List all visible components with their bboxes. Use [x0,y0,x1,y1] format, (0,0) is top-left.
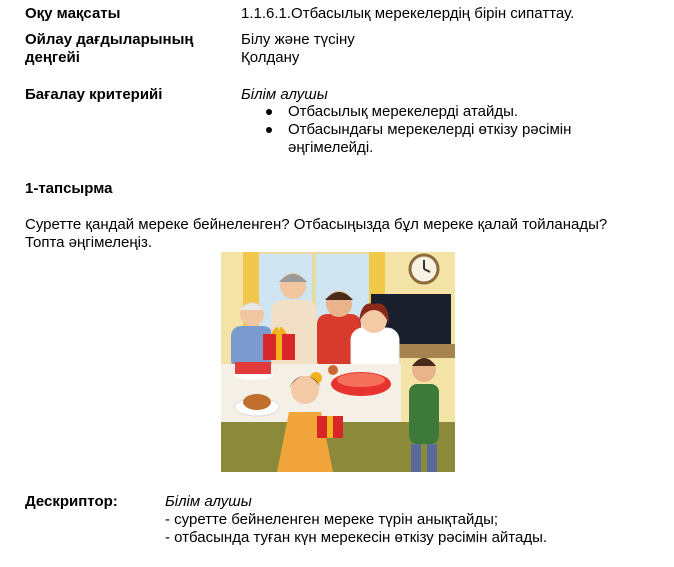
criteria-label: Бағалау критерийі [25,86,163,103]
objective-value: 1.1.6.1.Отбасылық мерекелердің бірін сипаттау. [241,5,575,22]
thinking-level-label-line1: Ойлау дағдыларының [25,31,194,48]
objective-label: Оқу мақсаты [25,5,121,22]
criteria-item-text: Отбасындағы мерекелерді өткізу рәсімін [288,121,572,138]
thinking-level-value-2: Қолдану [241,49,300,66]
task-title: 1-тапсырма [25,180,113,197]
roast-chicken-icon [243,394,271,410]
boy-body [409,384,439,444]
descriptor-label: Дескриптор: [25,493,118,510]
criteria-intro: Білім алушы [241,86,328,103]
family-birthday-illustration [221,252,455,472]
task-text-line2: Топта әңгімелеңіз. [25,234,153,251]
illustration-svg [221,252,455,472]
thinking-level-value-1: Білу және түсіну [241,31,355,48]
task-text-line1: Суретте қандай мереке бейнеленген? Отбасыңызда бұл мереке қалай тойланады? [25,216,608,233]
criteria-item-text-cont: әңгімелейді. [288,139,374,156]
cake-icon [235,362,271,374]
descriptor-item: - суретте бейнеленген мереке түрін анықтайды; [165,511,499,528]
bowl-icon [328,365,338,375]
bullet-dot [266,127,272,133]
descriptor-intro: Білім алушы [165,493,252,510]
bullet-dot [266,109,272,115]
criteria-list [262,103,662,157]
descriptor-item: - отбасында туған күн мерекесін өткізу рәсімін айтады. [165,529,548,546]
criteria-item-text: Отбасылық мерекелерді атайды. [288,103,519,120]
cake-top [337,373,385,387]
gift-ribbon [276,334,282,360]
boy-leg [411,444,421,472]
criteria-item [262,103,662,121]
criteria-item [262,121,662,157]
boy-leg [427,444,437,472]
gift-ribbon [327,416,333,438]
thinking-level-label-line2: деңгейі [25,49,80,66]
